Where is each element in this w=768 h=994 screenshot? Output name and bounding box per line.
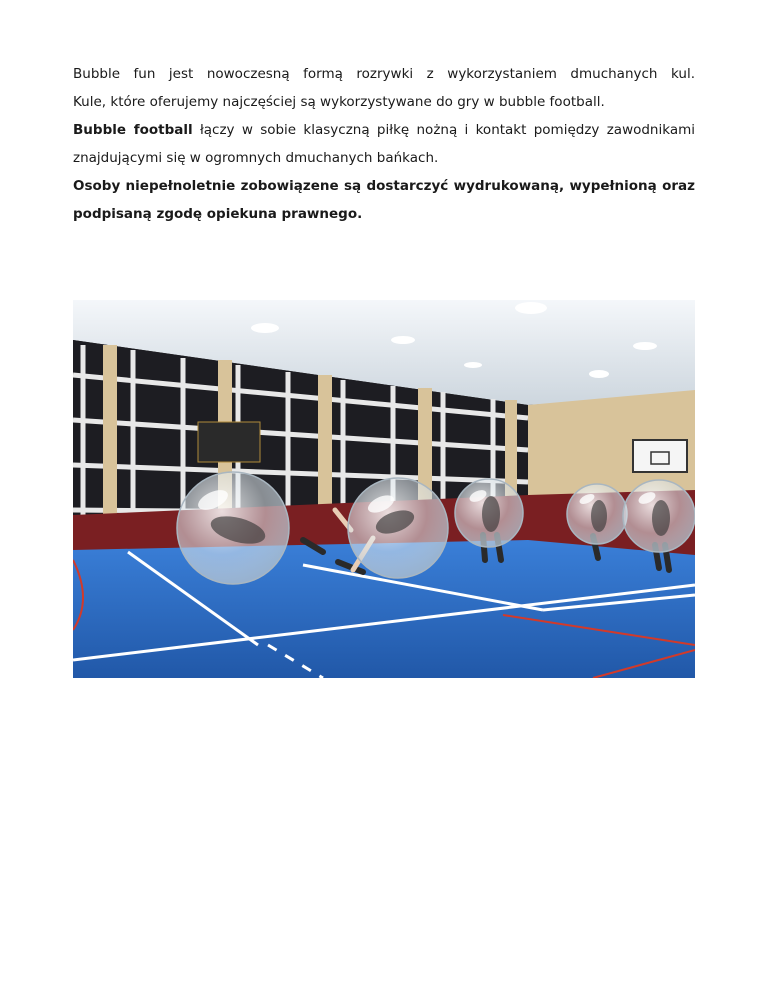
bubble-football-term: Bubble football — [73, 122, 193, 138]
paragraph-intro-line-2: Kule, które oferujemy najczęściej są wykorzystywane do gry w bubble football. — [73, 94, 605, 110]
photo-illustration — [73, 300, 695, 678]
paragraph-minors-line-2: podpisaną zgodę opiekuna prawnego. — [73, 206, 363, 222]
paragraph-minors-line-1: Osoby niepełnoletnie zobowiązene są dostarczyć wydrukowaną, wypełnioną oraz — [73, 178, 695, 194]
text-content — [73, 60, 695, 228]
bubble-football-photo — [73, 300, 695, 678]
paragraph-bubble-football-line-2: znajdującymi się w ogromnych dmuchanych bańkach. — [73, 150, 439, 166]
paragraph-intro-line-1: Bubble fun jest nowoczesną formą rozrywki z wykorzystaniem dmuchanych kul. — [73, 66, 695, 82]
paragraph-bubble-football-line-1 — [73, 116, 695, 144]
bubble-football-description: łączy w sobie klasyczną piłkę nożną i kontakt pomiędzy zawodnikami — [192, 122, 695, 138]
